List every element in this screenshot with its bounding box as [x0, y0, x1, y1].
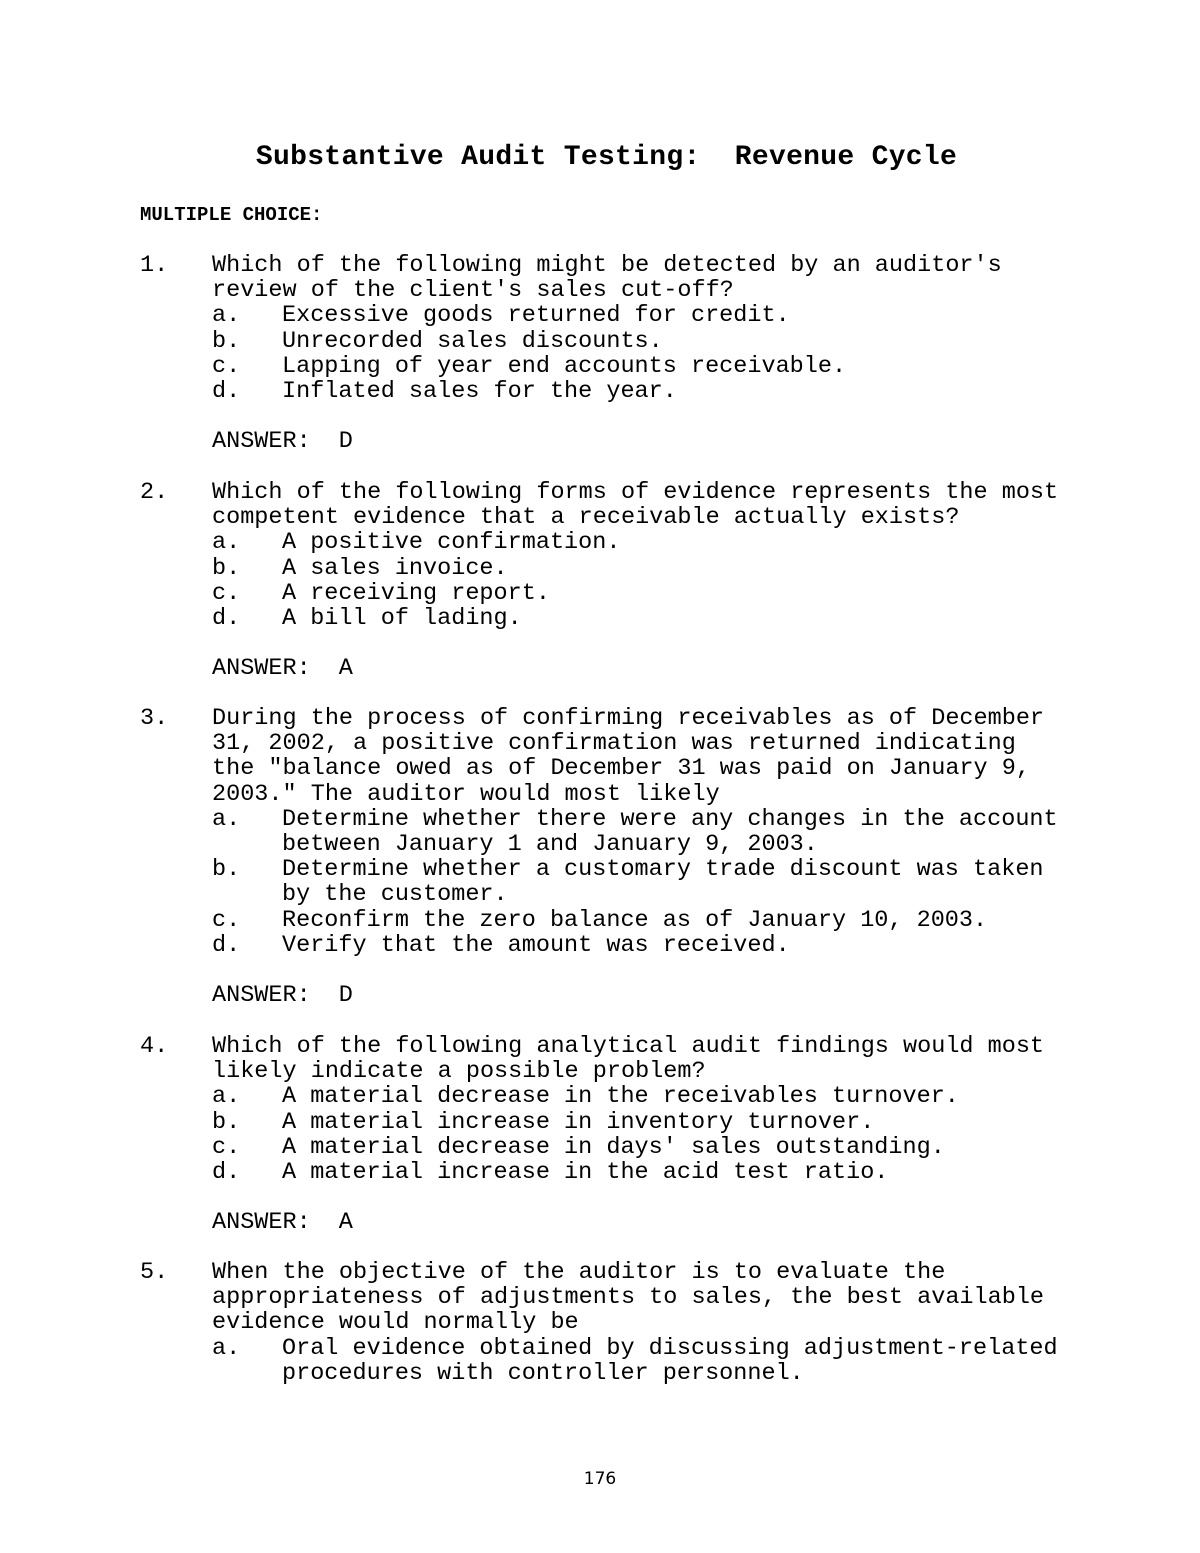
- answer-label: ANSWER:: [212, 982, 311, 1010]
- answer-value: A: [338, 1209, 353, 1237]
- question-number: 4.: [140, 1033, 169, 1060]
- answer-value: D: [338, 982, 353, 1010]
- option-letter: d.: [212, 1159, 241, 1186]
- option-letter: d.: [212, 931, 241, 959]
- option-text-line: Determine whether a customary trade discount was taken: [282, 856, 1044, 884]
- option-letter: c.: [212, 906, 241, 934]
- option-text-line: Verify that the amount was received.: [282, 931, 790, 959]
- question-stem-line: likely indicate a possible problem?: [212, 1058, 706, 1086]
- section-heading: MULTIPLE CHOICE:: [140, 204, 323, 226]
- answer-label: ANSWER:: [212, 428, 311, 456]
- option-letter: d.: [212, 378, 241, 405]
- option-letter: a.: [212, 1083, 241, 1111]
- option-letter: c.: [212, 579, 241, 607]
- question-number: 5.: [140, 1259, 169, 1286]
- question-stem-line: Which of the following analytical audit findings would most: [212, 1033, 1045, 1060]
- option-text-line: A material increase in inventory turnover.: [282, 1108, 875, 1136]
- question-stem-line: competent evidence that a receivable actually exists?: [212, 504, 960, 532]
- answer-value: A: [338, 655, 353, 683]
- question-stem-line: appropriateness of adjustments to sales, the best available: [212, 1284, 1045, 1312]
- option-text-line: A sales invoice.: [282, 554, 508, 582]
- answer-label: ANSWER:: [212, 655, 311, 683]
- option-letter: c.: [212, 1133, 241, 1161]
- option-letter: d.: [212, 605, 241, 632]
- answer-line: [212, 656, 353, 681]
- option-text-line: between January 1 and January 9, 2003.: [282, 831, 818, 858]
- option-text-line: A material decrease in the receivables turnover.: [282, 1083, 959, 1111]
- option-letter: a.: [212, 302, 241, 330]
- question-stem-line: During the process of confirming receivables as of December: [212, 705, 1045, 732]
- question-number: 3.: [140, 705, 169, 732]
- option-letter: a.: [212, 529, 241, 557]
- answer-label: ANSWER:: [212, 1209, 311, 1237]
- option-text-line: by the customer.: [282, 881, 508, 909]
- option-text-line: A material increase in the acid test ratio.: [282, 1159, 889, 1186]
- option-text-line: Unrecorded sales discounts.: [282, 327, 663, 355]
- question-number: 1.: [140, 252, 169, 279]
- option-text-line: Determine whether there were any changes in the account: [282, 805, 1058, 833]
- question-stem-line: Which of the following forms of evidence represents the most: [212, 479, 1059, 506]
- question-stem-line: 31, 2002, a positive confirmation was returned indicating: [212, 730, 1016, 758]
- question-stem-line: Which of the following might be detected by an auditor's: [212, 252, 1002, 279]
- option-text-line: Oral evidence obtained by discussing adjustment-related: [282, 1334, 1058, 1362]
- option-letter: a.: [212, 1334, 241, 1362]
- option-letter: a.: [212, 805, 241, 833]
- option-letter: b.: [212, 554, 241, 582]
- answer-line: [212, 983, 353, 1008]
- option-text-line: A bill of lading.: [282, 605, 522, 632]
- option-text-line: Inflated sales for the year.: [282, 378, 677, 405]
- page-number: 176: [583, 1469, 617, 1489]
- option-letter: b.: [212, 856, 241, 884]
- answer-line: [212, 1210, 353, 1235]
- question-stem-line: review of the client's sales cut-off?: [212, 277, 734, 305]
- option-text-line: A receiving report.: [282, 579, 550, 607]
- question-stem-line: the "balance owed as of December 31 was paid on January 9,: [212, 755, 1030, 783]
- option-letter: b.: [212, 1108, 241, 1136]
- option-text-line: Reconfirm the zero balance as of January 10, 2003.: [282, 906, 988, 934]
- question-number: 2.: [140, 479, 169, 506]
- answer-line: [212, 429, 353, 454]
- option-text-line: procedures with controller personnel.: [282, 1359, 804, 1387]
- question-stem-line: evidence would normally be: [212, 1309, 579, 1337]
- question-stem-line: When the objective of the auditor is to evaluate the: [212, 1259, 946, 1286]
- answer-value: D: [338, 428, 353, 456]
- page-title: Substantive Audit Testing: Revenue Cycle: [255, 142, 958, 173]
- option-text-line: Lapping of year end accounts receivable.: [282, 352, 847, 380]
- option-text-line: Excessive goods returned for credit.: [282, 302, 790, 330]
- question-stem-line: 2003." The auditor would most likely: [212, 780, 720, 808]
- option-text-line: A material decrease in days' sales outstanding.: [282, 1133, 945, 1161]
- option-letter: b.: [212, 327, 241, 355]
- option-letter: c.: [212, 352, 241, 380]
- option-text-line: A positive confirmation.: [282, 529, 621, 557]
